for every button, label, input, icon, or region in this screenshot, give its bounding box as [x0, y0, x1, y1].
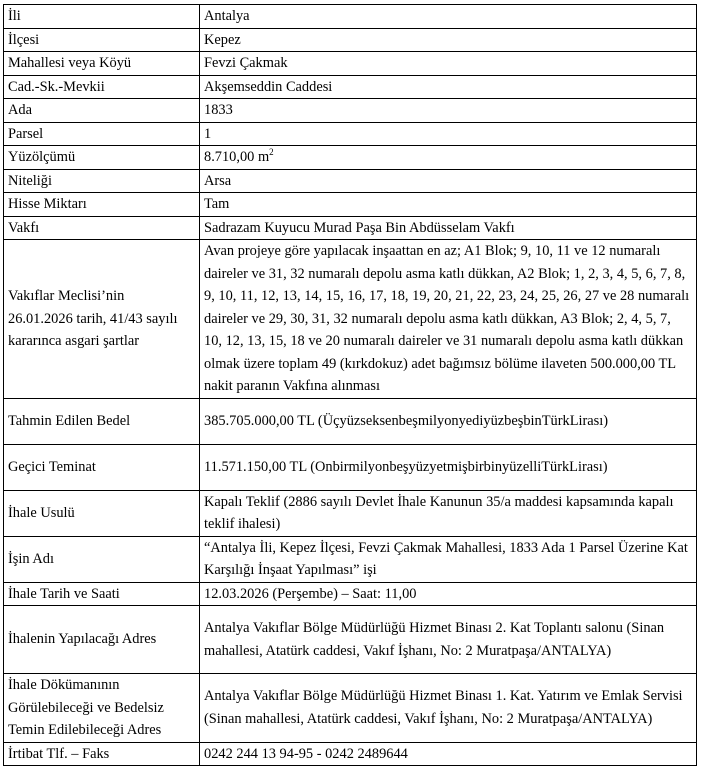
table-row	[4, 490, 697, 536]
row-value-hisse: Tam	[200, 193, 697, 217]
area-value: 8.710,00 m	[204, 149, 270, 165]
row-value-ili: Antalya	[200, 5, 697, 29]
row-value-isin-adi: “Antalya İli, Kepez İlçesi, Fevzi Çakmak Mahallesi, 1833 Ada 1 Parsel Üzerine Kat Karşılığı İnşaat Yapılması” işi	[200, 536, 697, 582]
row-value-niteligi: Arsa	[200, 169, 697, 193]
row-label-ili: İli	[4, 5, 200, 29]
row-label-vakfi: Vakfı	[4, 216, 200, 240]
table-row	[4, 606, 697, 674]
row-label-ihale-adres: İhalenin Yapılacağı Adres	[4, 606, 200, 674]
table-row	[4, 52, 697, 76]
row-value-parsel: 1	[200, 122, 697, 146]
table-row	[4, 742, 697, 766]
row-value-yuzolcumu	[200, 146, 697, 170]
row-value-ihale-tarih: 12.03.2026 (Perşembe) – Saat: 11,00	[200, 582, 697, 606]
row-label-parsel: Parsel	[4, 122, 200, 146]
row-label-mahalle: Mahallesi veya Köyü	[4, 52, 200, 76]
row-label-niteligi: Niteliği	[4, 169, 200, 193]
table-row	[4, 536, 697, 582]
table-row	[4, 122, 697, 146]
table-row	[4, 240, 697, 399]
row-label-hisse: Hisse Miktarı	[4, 193, 200, 217]
row-label-isin-adi: İşin Adı	[4, 536, 200, 582]
tender-details-table	[3, 4, 697, 766]
row-value-ihale-adres: Antalya Vakıflar Bölge Müdürlüğü Hizmet Binası 2. Kat Toplantı salonu (Sinan mahallesi, Atatürk caddesi, Vakıf İşhanı, No: 2 Muratpaşa/ANTALYA)	[200, 606, 697, 674]
row-value-dokuman-adres: Antalya Vakıflar Bölge Müdürlüğü Hizmet Binası 1. Kat. Yatırım ve Emlak Servisi (Sinan mahallesi, Atatürk caddesi, Vakıf İşhanı, No: 2 Muratpaşa/ANTALYA)	[200, 674, 697, 743]
table-row	[4, 146, 697, 170]
row-value-ilcesi: Kepez	[200, 28, 697, 52]
row-value-tahmin-bedel: 385.705.000,00 TL (ÜçyüzseksenbeşmilyonyediyüzbeşbinTürkLirası)	[200, 398, 697, 444]
row-label-dokuman-adres: İhale Dökümanının Görülebileceği ve Bedelsiz Temin Edilebileceği Adres	[4, 674, 200, 743]
row-label-ilcesi: İlçesi	[4, 28, 200, 52]
row-label-ihale-tarih: İhale Tarih ve Saati	[4, 582, 200, 606]
row-value-gecici-teminat: 11.571.150,00 TL (OnbirmilyonbeşyüzyetmişbirbinyüzelliTürkLirası)	[200, 444, 697, 490]
row-label-asgari-sartlar: Vakıflar Meclisi’nin 26.01.2026 tarih, 41/43 sayılı kararınca asgari şartlar	[4, 240, 200, 399]
row-label-ihale-usulu: İhale Usulü	[4, 490, 200, 536]
row-value-cadde: Akşemseddin Caddesi	[200, 75, 697, 99]
table-row	[4, 75, 697, 99]
row-value-vakfi: Sadrazam Kuyucu Murad Paşa Bin Abdüsselam Vakfı	[200, 216, 697, 240]
row-value-ada: 1833	[200, 99, 697, 123]
row-label-ada: Ada	[4, 99, 200, 123]
table-row	[4, 99, 697, 123]
table-row	[4, 193, 697, 217]
row-value-ihale-usulu: Kapalı Teklif (2886 sayılı Devlet İhale Kanunun 35/a maddesi kapsamında kapalı teklif ihalesi)	[200, 490, 697, 536]
row-value-irtibat: 0242 244 13 94-95 - 0242 2489644	[200, 742, 697, 766]
row-label-cadde: Cad.-Sk.-Mevkii	[4, 75, 200, 99]
table-row	[4, 398, 697, 444]
row-value-mahalle: Fevzi Çakmak	[200, 52, 697, 76]
table-row	[4, 674, 697, 743]
row-label-irtibat: İrtibat Tlf. – Faks	[4, 742, 200, 766]
table-row	[4, 216, 697, 240]
row-value-asgari-sartlar: Avan projeye göre yapılacak inşaattan en az; A1 Blok; 9, 10, 11 ve 12 numaralı daireler ve 31, 32 numaralı depolu asma katlı dükkan, A2 Blok; 1, 2, 3, 4, 5, 6, 7, 8, 9, 10, 11, 12, 13, 14, 15, 16, 17, 18, 19, 20, 21, 22, 23, 24, 25, 26, 27 ve 28 numaralı daireler ve 29, 30, 31, 32 numaralı depolu asma katlı dükkan, A3 Blok; 2, 4, 5, 7, 10, 12, 13, 15, 18 ve 20 numaralı daireler ve 31 numaralı depolu asma katlı dükkan olmak üzere toplam 49 (kırkdokuz) adet bağımsız bölüme ilaveten 500.000,00 TL nakit paranın Vakfına alınması	[200, 240, 697, 399]
row-label-tahmin-bedel: Tahmin Edilen Bedel	[4, 398, 200, 444]
area-unit-superscript: 2	[269, 147, 274, 157]
table-row	[4, 28, 697, 52]
table-row	[4, 5, 697, 29]
table-row	[4, 444, 697, 490]
table-row	[4, 582, 697, 606]
row-label-yuzolcumu: Yüzölçümü	[4, 146, 200, 170]
table-row	[4, 169, 697, 193]
row-label-gecici-teminat: Geçici Teminat	[4, 444, 200, 490]
